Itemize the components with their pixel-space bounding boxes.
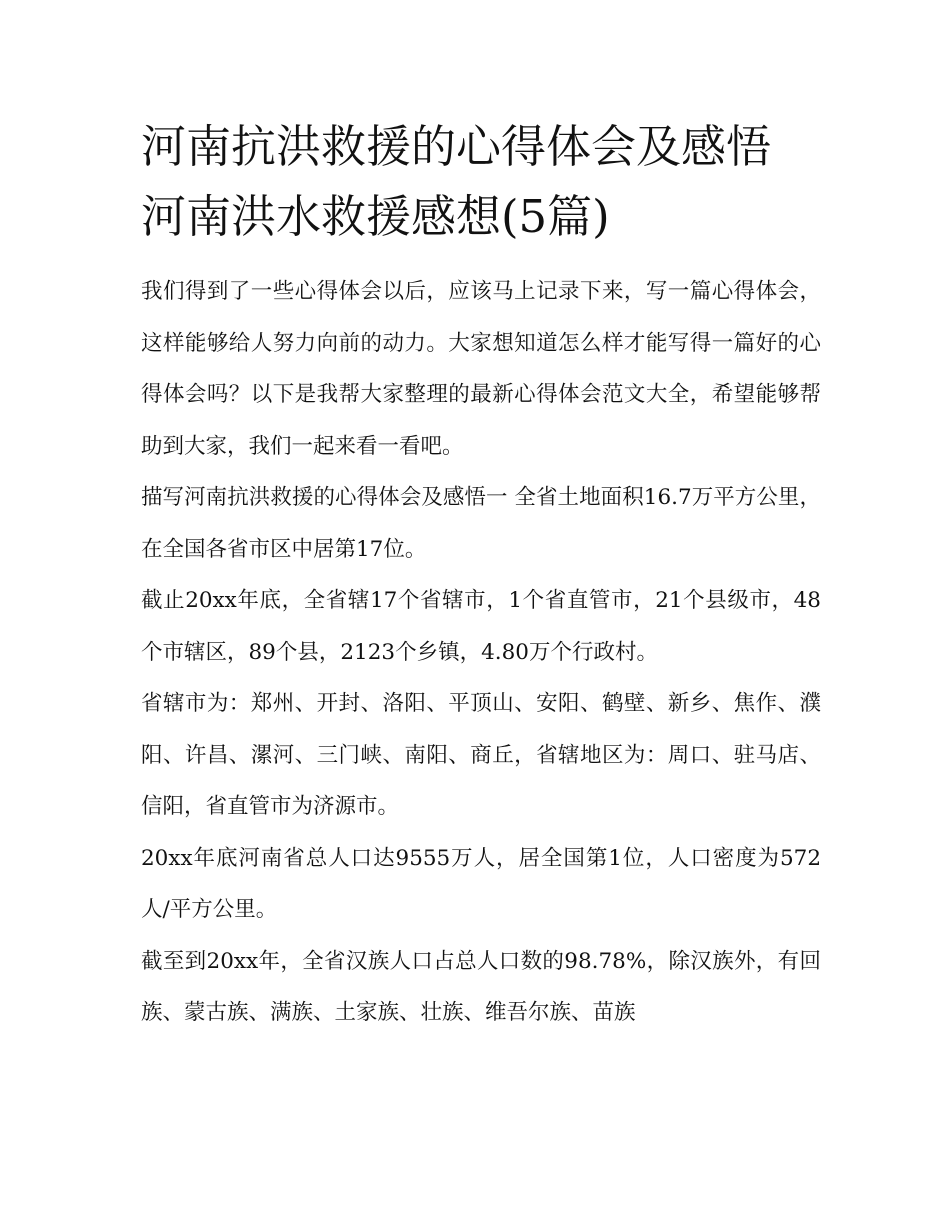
document-content bbox=[141, 112, 821, 1039]
document-body bbox=[141, 266, 821, 1039]
paragraph-cities: 省辖市为：郑州、开封、洛阳、平顶山、安阳、鹤壁、新乡、焦作、濮阳、许昌、漯河、三门峡、南阳、商丘，省辖地区为：周口、驻马店、信阳，省直管市为济源市。 bbox=[141, 691, 821, 819]
paragraph-administrative-divisions: 截止20xx年底，全省辖17个省辖市，1个省直管市，21个县级市，48个市辖区，89个县，2123个乡镇，4.80万个行政村。 bbox=[141, 588, 821, 665]
paragraph-land-area: 描写河南抗洪救援的心得体会及感悟一 全省土地面积16.7万平方公里，在全国各省市区中居第17位。 bbox=[141, 485, 821, 562]
paragraph-population: 20xx年底河南省总人口达9555万人，居全国第1位，人口密度为572人/平方公里。 bbox=[141, 845, 821, 922]
paragraph-intro: 我们得到了一些心得体会以后，应该马上记录下来，写一篇心得体会，这样能够给人努力向前的动力。大家想知道怎么样才能写得一篇好的心得体会吗？以下是我帮大家整理的最新心得体会范文大全，希望能够帮助到大家，我们一起来看一看吧。 bbox=[141, 279, 821, 459]
document-title: 河南抗洪救援的心得体会及感悟 河南洪水救援感想(5篇) bbox=[141, 120, 772, 243]
paragraph-ethnic-groups: 截至到20xx年，全省汉族人口占总人口数的98.78%，除汉族外，有回族、蒙古族、满族、土家族、壮族、维吾尔族、苗族 bbox=[141, 948, 821, 1025]
